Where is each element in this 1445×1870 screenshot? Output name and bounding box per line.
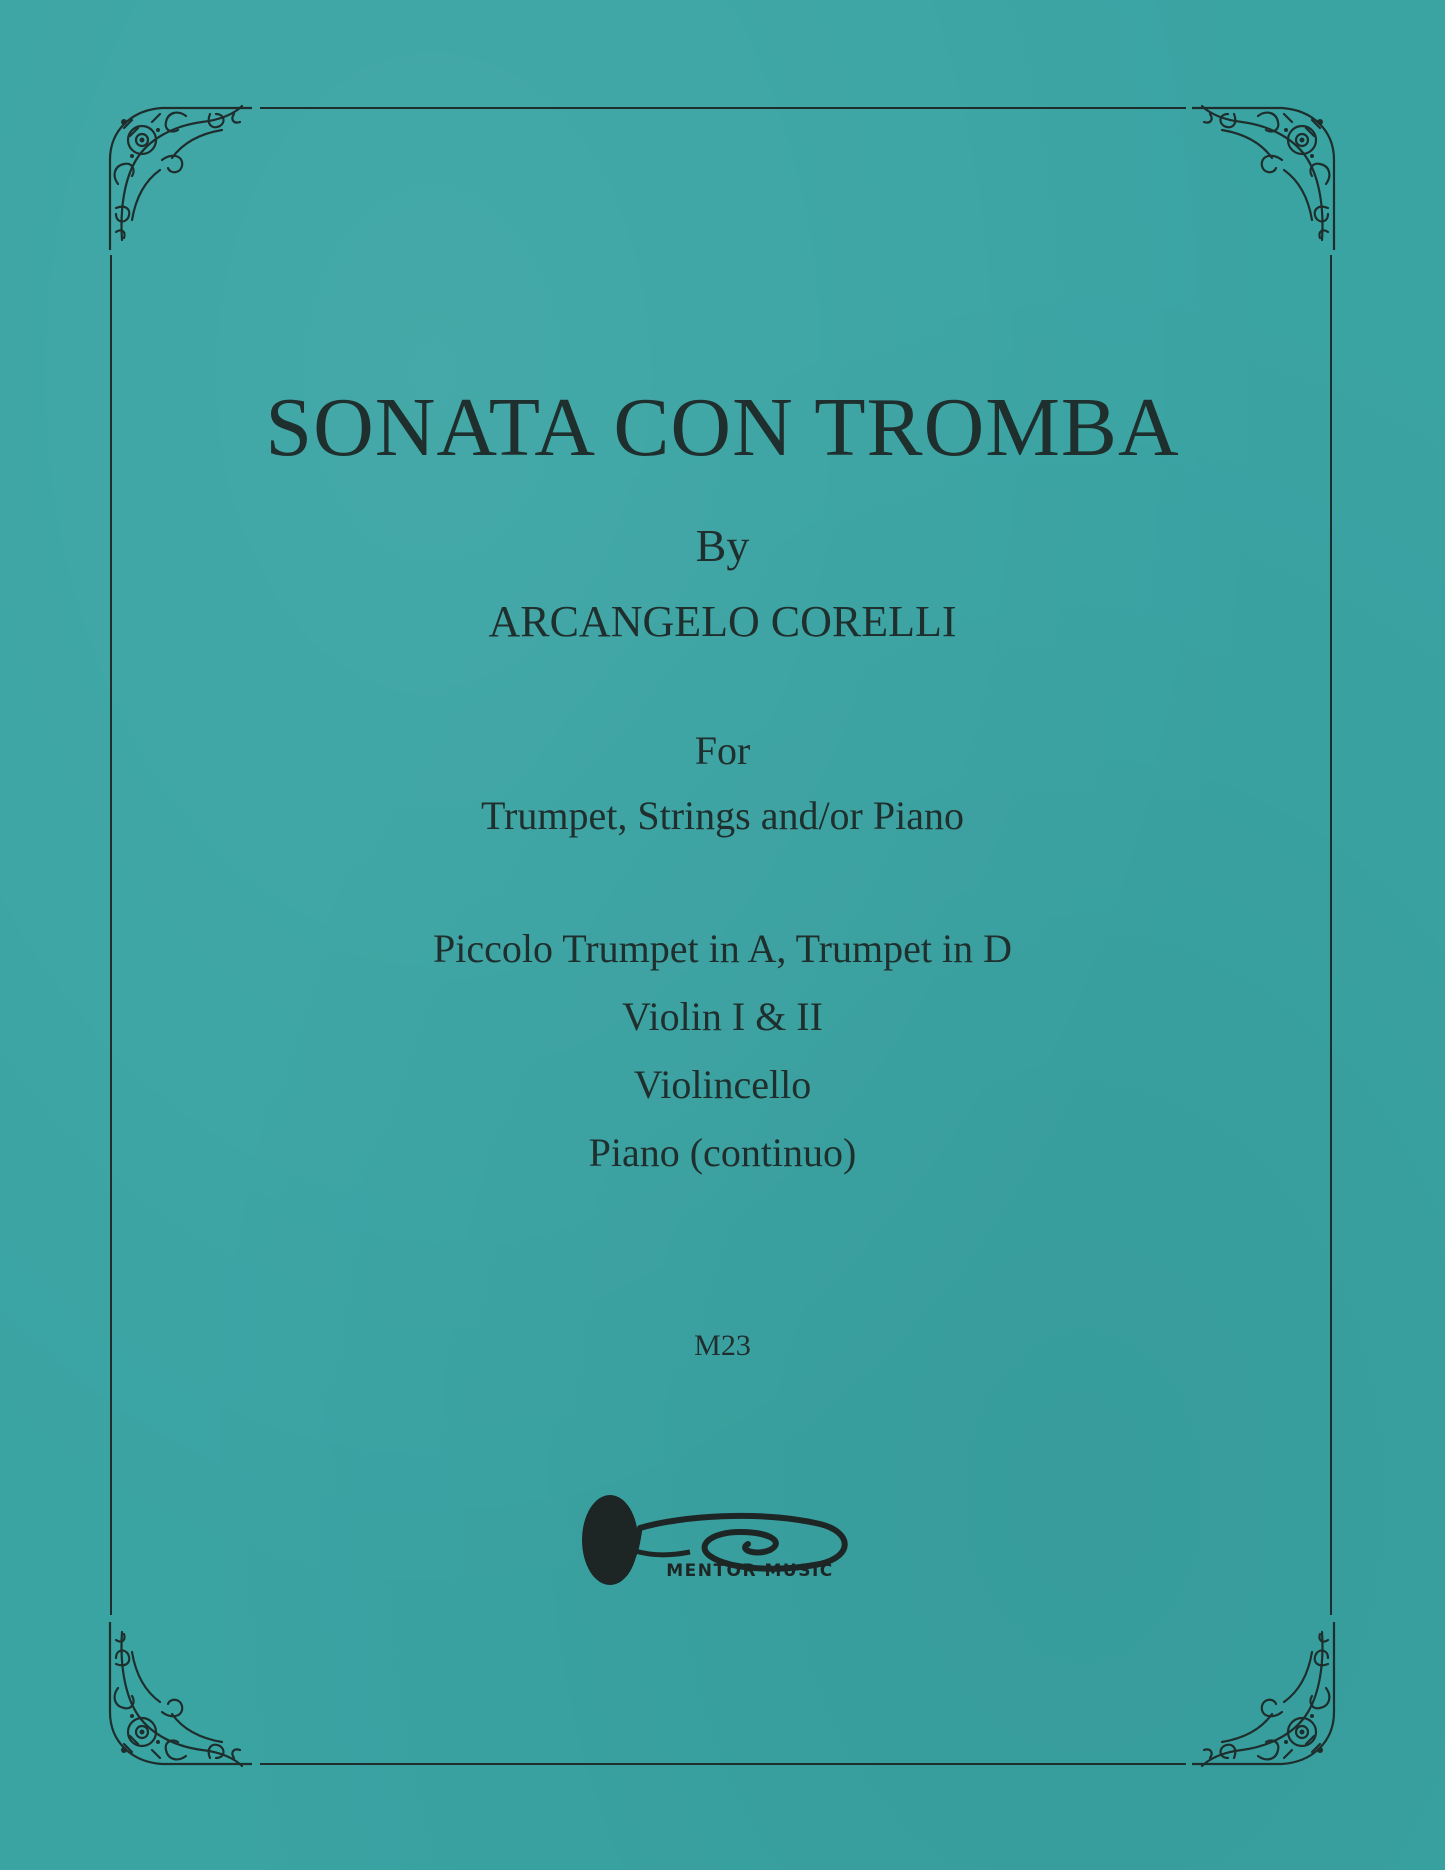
publisher-name: MENTOR MUSIC [666,1561,834,1581]
frame-bottom-rule [260,1763,1186,1765]
frame-top-rule [260,107,1186,109]
corner-ornament-icon [102,1622,252,1772]
cover-title: SONATA CON TROMBA [265,381,1180,474]
composer-name: ARCANGELO CORELLI [488,597,957,646]
part-line: Violincello [633,1062,812,1107]
catalog-number: M23 [694,1329,751,1362]
corner-ornament-icon [102,100,252,250]
by-label: By [695,520,750,571]
corner-ornament-icon [1192,1622,1342,1772]
instrumentation: Trumpet, Strings and/or Piano [481,793,964,838]
part-line: Violin I & II [622,994,823,1039]
for-label: For [694,728,751,773]
corner-ornament-icon [1192,100,1342,250]
part-line: Piccolo Trumpet in A, Trumpet in D [433,926,1012,971]
part-line: Piano (continuo) [588,1130,857,1175]
